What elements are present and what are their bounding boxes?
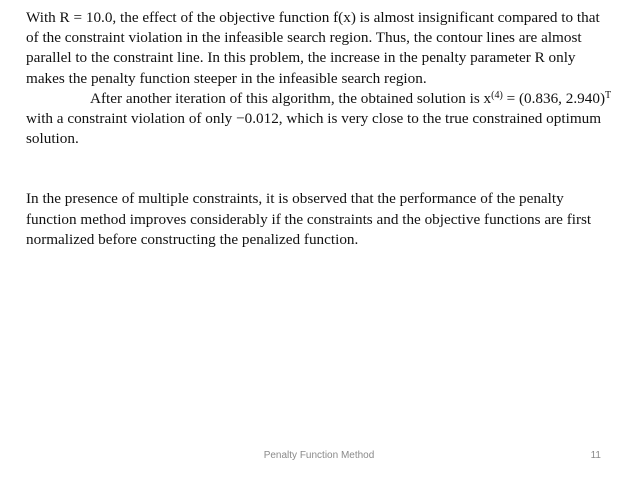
slide-footer	[0, 450, 638, 464]
page-number: 11	[590, 450, 601, 461]
paragraph-spacer	[26, 149, 616, 189]
slide-body	[26, 8, 616, 250]
footer-title: Penalty Function Method	[263, 450, 375, 461]
iteration-text-after: with a constraint violation of only −0.012, which is very close to the true constrained optimum solution.	[26, 110, 602, 148]
paragraph-penalty-effect: With R = 10.0, the effect of the objective function f(x) is almost insignificant compared to that of the constraint violation in the infeasible search region. Thus, the contour lines are almost parallel to the constraint line. In this problem, the increase in the penalty parameter R only makes the penalty function steeper in the infeasible search region.	[26, 9, 600, 87]
paragraph-multiple-constraints: In the presence of multiple constraints, it is observed that the performance of the penalty function method improves considerably if the constraints and the objective functions are first normalized before constructing the penalized function.	[26, 190, 592, 248]
iteration-text-mid: = (0.836, 2.940)	[502, 89, 606, 107]
iteration-superscript: (4)	[491, 89, 503, 101]
iteration-text-before: After another iteration of this algorithm, the obtained solution is x	[90, 89, 492, 107]
transpose-superscript: T	[605, 89, 612, 101]
paragraph-iteration-result	[26, 89, 616, 150]
